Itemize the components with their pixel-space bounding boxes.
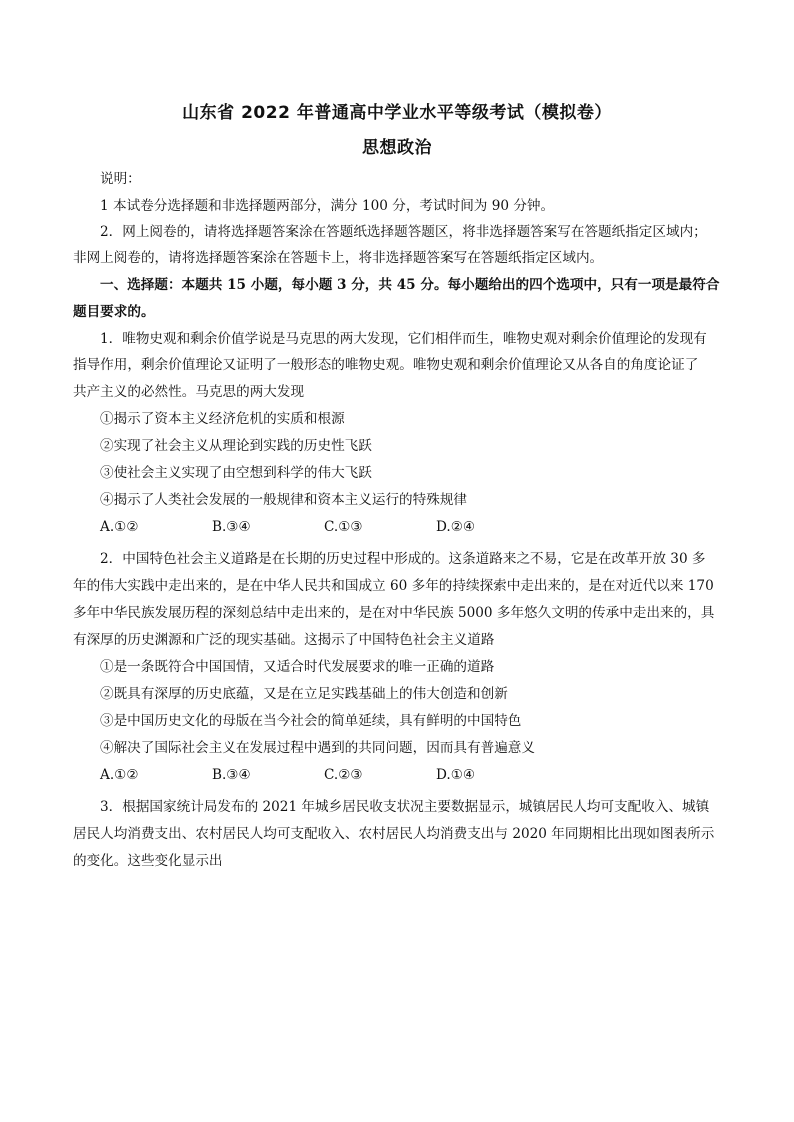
q1-stem-line: 共产主义的必然性。马克思的两大发现 — [73, 384, 305, 400]
q3-stem-line: 3．根据国家统计局发布的 2021 年城乡居民收支状况主要数据显示，城镇居民人均可支配收入、城镇 — [100, 799, 710, 815]
q1-statement: ②实现了社会主义从理论到实践的历史性飞跃 — [100, 438, 372, 454]
q1-option-b: B.③④ — [212, 519, 251, 535]
q2-statement: ①是一条既符合中国国情，又适合时代发展要求的唯一正确的道路 — [100, 659, 495, 675]
q3-stem-line: 居民人均消费支出、农村居民人均可支配收入、农村居民人均消费支出与 2020 年同期相比出现如图表所示 — [73, 826, 715, 842]
q1-option-c: C.①③ — [324, 519, 363, 535]
q1-statement: ①揭示了资本主义经济危机的实质和根源 — [100, 411, 345, 427]
q2-option-c: C.②③ — [324, 767, 363, 783]
q1-option-d: D.②④ — [436, 519, 476, 535]
q2-statement: ②既具有深厚的历史底蕴，又是在立足实践基础上的伟大创造和创新 — [100, 686, 508, 702]
instruction-item-2-line-1: 2．网上阅卷的，请将选择题答案涂在答题纸选择题答题区，将非选择题答案写在答题纸指定区域内； — [100, 224, 707, 240]
instructions-label: 说明： — [100, 171, 141, 187]
q2-statement: ④解决了国际社会主义在发展过程中遇到的共同问题，因而具有普遍意义 — [100, 740, 535, 756]
instruction-item-1: 1 本试卷分选择题和非选择题两部分，满分 100 分，考试时间为 90 分钟。 — [100, 198, 555, 214]
q2-option-b: B.③④ — [212, 767, 251, 783]
q2-statement: ③是中国历史文化的母版在当今社会的简单延续，具有鲜明的中国特色 — [100, 713, 522, 729]
q1-statement: ④揭示了人类社会发展的一般规律和资本主义运行的特殊规律 — [100, 492, 468, 508]
q2-stem-line: 2．中国特色社会主义道路是在长期的历史过程中形成的。这条道路来之不易，它是在改革开放 30 多 — [100, 551, 706, 567]
q2-stem-line: 多年中华民族发展历程的深刻总结中走出来的，是在对中华民族 5000 多年悠久文明的传承中走出来的，具 — [73, 605, 715, 621]
q1-option-a: A.①② — [100, 519, 139, 535]
q2-option-d: D.①④ — [436, 767, 476, 783]
section-heading-line-2: 题目要求的。 — [73, 304, 155, 320]
q1-statement: ③使社会主义实现了由空想到科学的伟大飞跃 — [100, 465, 372, 481]
q1-stem-line: 1．唯物史观和剩余价值学说是马克思的两大发现，它们相伴而生，唯物史观对剩余价值理论的发现有 — [100, 331, 707, 347]
instruction-item-2-line-2: 非网上阅卷的，请将选择题答案涂在答题卡上，将非选择题答案写在答题纸指定区域内。 — [73, 250, 604, 266]
exam-title: 山东省 2022 年普通高中学业水平等级考试（模拟卷） — [182, 103, 612, 123]
subject-title: 思想政治 — [362, 138, 432, 158]
q3-stem-line: 的变化。这些变化显示出 — [73, 853, 223, 869]
q2-option-a: A.①② — [100, 767, 139, 783]
q2-stem-line: 有深厚的历史渊源和广泛的现实基础。这揭示了中国特色社会主义道路 — [73, 632, 495, 648]
section-heading-line-1: 一、选择题：本题共 15 小题，每小题 3 分，共 45 分。每小题给出的四个选项中，只有一项是最符合 — [100, 277, 720, 293]
q2-stem-line: 年的伟大实践中走出来的，是在中华人民共和国成立 60 多年的持续探索中走出来的，是在对近代以来 170 — [73, 578, 714, 594]
q1-stem-line: 指导作用，剩余价值理论又证明了一般形态的唯物史观。唯物史观和剩余价值理论又从各自的角度论证了 — [73, 357, 699, 373]
